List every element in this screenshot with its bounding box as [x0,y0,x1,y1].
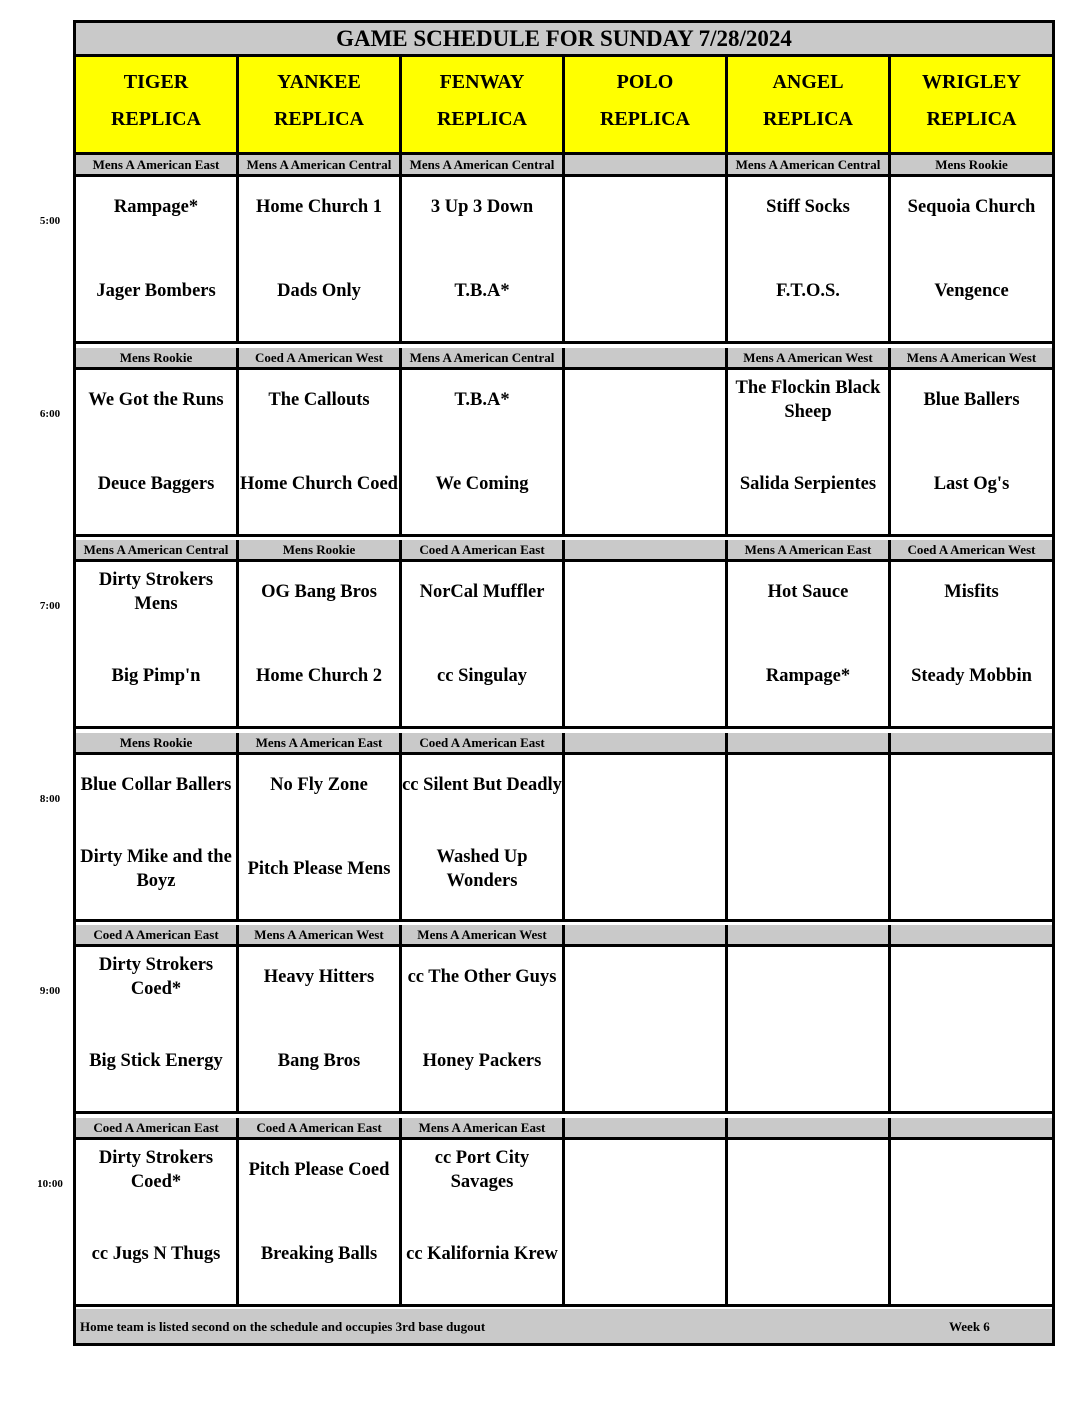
division-label: Mens A American Central [76,540,239,559]
field-header-angel [728,57,891,152]
game-cell [891,755,1052,919]
division-label: Mens A American East [239,733,402,752]
home-team: Home Church Coed [240,474,398,494]
game-cell [891,562,1052,726]
division-label: Coed A American East [239,1118,402,1137]
visiting-team: Misfits [944,582,999,602]
home-team: Big Stick Energy [89,1051,223,1071]
field-name: POLO [616,71,674,93]
division-label: Mens Rookie [239,540,402,559]
home-team: We Coming [435,474,529,494]
game-cell [76,1140,239,1304]
division-label: Mens A American West [906,350,1037,365]
field-header-fenway [402,57,565,152]
division-label [891,733,1052,752]
visiting-team: Pitch Please Coed [248,1160,390,1180]
game-row [76,755,1052,922]
game-cell [239,177,402,341]
visiting-team: The Flockin Black Sheep [735,378,881,422]
game-cell [891,370,1052,534]
field-name: TIGER [123,71,189,93]
game-cell [728,370,891,534]
field-sub: REPLICA [273,108,364,130]
game-cell [565,947,728,1111]
division-label: Mens Rookie [935,157,1008,172]
time-slot [76,925,1052,1114]
division-label [565,348,728,367]
time-label: 6:00 [39,408,61,420]
division-label: Coed A American East [402,733,565,752]
division-row [76,1118,1052,1140]
division-label: Coed A American East [76,1118,239,1137]
division-label: Coed A American West [239,348,402,367]
visiting-team: No Fly Zone [270,775,368,795]
visiting-team: T.B.A* [454,390,510,410]
game-row [76,947,1052,1114]
footer-note: Home team is listed second on the schedule and occupies 3rd base dugout [80,1319,486,1334]
visiting-team: The Callouts [268,390,370,410]
game-row [76,1140,1052,1307]
division-label [728,1118,891,1137]
home-team: Rampage* [765,666,851,686]
visiting-team: Heavy Hitters [263,967,375,987]
visiting-team: cc Port City Savages [434,1148,530,1192]
field-sub: REPLICA [599,108,690,130]
game-cell [565,562,728,726]
field-header-polo [565,57,728,152]
division-label: Mens A American Central [402,348,565,367]
division-label: Mens A American Central [239,155,402,174]
division-label [728,733,891,752]
visiting-team: OG Bang Bros [261,582,377,602]
home-team: Home Church 2 [255,666,383,686]
home-team: Jager Bombers [96,281,216,301]
home-team: Bang Bros [277,1051,361,1071]
field-name: YANKEE [277,71,361,93]
game-cell [76,370,239,534]
game-cell [239,755,402,919]
game-cell [728,947,891,1111]
visiting-team: We Got the Runs [88,390,224,410]
game-row [76,370,1052,537]
game-cell [239,1140,402,1304]
schedule-title: GAME SCHEDULE FOR SUNDAY 7/28/2024 [76,23,1052,57]
visiting-team: Rampage* [113,197,199,217]
division-label: Coed A American West [907,542,1036,557]
game-cell [402,1140,565,1304]
home-team: Breaking Balls [260,1244,378,1264]
field-name: WRIGLEY [922,71,1021,93]
time-label: 9:00 [39,985,61,997]
game-cell [891,947,1052,1111]
game-cell [239,370,402,534]
time-label: 10:00 [37,1178,63,1190]
division-label: Mens A American East [402,1118,565,1137]
game-cell [891,177,1052,341]
home-team: cc Singulay [437,666,527,686]
home-team: T.B.A* [454,281,510,301]
game-cell [565,370,728,534]
visiting-team: Blue Ballers [923,390,1020,410]
division-label: Coed A American East [76,925,239,944]
division-label [565,1118,728,1137]
visiting-team: Dirty Strokers Mens [98,570,214,614]
game-cell [728,562,891,726]
game-row [76,562,1052,729]
time-slot [76,733,1052,922]
home-team: Steady Mobbin [911,666,1032,686]
division-label: Mens A American East [728,540,891,559]
visiting-team: Stiff Socks [766,197,850,217]
home-team: Honey Packers [422,1051,542,1071]
division-label [565,925,728,944]
visiting-team: Home Church 1 [255,197,383,217]
game-cell [76,755,239,919]
field-sub: REPLICA [762,108,853,130]
field-sub: REPLICA [436,108,527,130]
division-row [76,733,1052,755]
division-label [565,540,728,559]
home-team: Deuce Baggers [97,474,215,494]
division-label: Coed A American East [402,540,565,559]
home-team: Dirty Mike and the Boyz [80,847,232,891]
division-label: Mens Rookie [76,348,239,367]
field-header-row [76,57,1052,155]
field-header-yankee [239,57,402,152]
division-label: Mens A American Central [728,155,891,174]
division-row [76,155,1052,177]
field-name: FENWAY [439,71,525,93]
game-cell [402,947,565,1111]
division-label [728,925,891,944]
time-slot [76,348,1052,537]
week-label: Week 6 [949,1319,990,1334]
division-label: Mens A American Central [402,155,565,174]
game-cell [402,562,565,726]
game-cell [728,1140,891,1304]
visiting-team: Sequoia Church [907,197,1036,217]
division-label [565,733,728,752]
home-team: Dads Only [277,281,361,301]
visiting-team: Blue Collar Ballers [80,775,232,795]
home-team: Vengence [934,281,1009,301]
game-cell [76,947,239,1111]
time-label: 8:00 [39,793,61,805]
division-row [76,348,1052,370]
game-cell [565,177,728,341]
time-label: 5:00 [39,215,61,227]
home-team: Pitch Please Mens [247,859,391,879]
division-label: Mens A American West [239,925,402,944]
game-cell [402,177,565,341]
game-cell [728,177,891,341]
visiting-team: NorCal Muffler [419,582,545,602]
field-name: ANGEL [772,71,844,93]
home-team: cc Kalifornia Krew [406,1244,558,1264]
division-row [76,540,1052,562]
visiting-team: Hot Sauce [767,582,849,602]
game-cell [402,370,565,534]
home-team: Big Pimp'n [111,666,201,686]
time-slot [76,540,1052,729]
visiting-team: Dirty Strokers Coed* [98,1148,214,1192]
division-label [891,1118,1052,1137]
home-team: Last Og's [933,474,1010,494]
game-cell [76,177,239,341]
visiting-team: cc The Other Guys [407,967,557,987]
game-cell [565,755,728,919]
game-cell [891,1140,1052,1304]
game-cell [239,947,402,1111]
division-label: Mens A American East [76,155,239,174]
home-team: Salida Serpientes [739,474,877,494]
division-label: Mens Rookie [76,733,239,752]
time-slot [76,155,1052,344]
field-header-wrigley [891,57,1052,152]
visiting-team: cc Silent But Deadly [402,775,562,795]
division-label [891,925,1052,944]
game-cell [728,755,891,919]
division-label: Mens A American West [728,348,891,367]
home-team: F.T.O.S. [776,281,840,301]
field-sub: REPLICA [926,108,1017,130]
visiting-team: 3 Up 3 Down [430,197,534,217]
game-cell [76,562,239,726]
division-label: Mens A American West [402,925,565,944]
footer-bar [76,1309,1052,1343]
division-row [76,925,1052,947]
game-cell [402,755,565,919]
game-cell [239,562,402,726]
game-row [76,177,1052,344]
time-slot [76,1118,1052,1307]
schedule-sheet [73,20,1055,1346]
division-label [565,155,728,174]
visiting-team: Dirty Strokers Coed* [98,955,214,999]
field-header-tiger [76,57,239,152]
home-team: Washed Up Wonders [436,847,528,891]
home-team: cc Jugs N Thugs [91,1244,221,1264]
game-cell [565,1140,728,1304]
field-sub: REPLICA [110,108,201,130]
time-label: 7:00 [39,600,61,612]
